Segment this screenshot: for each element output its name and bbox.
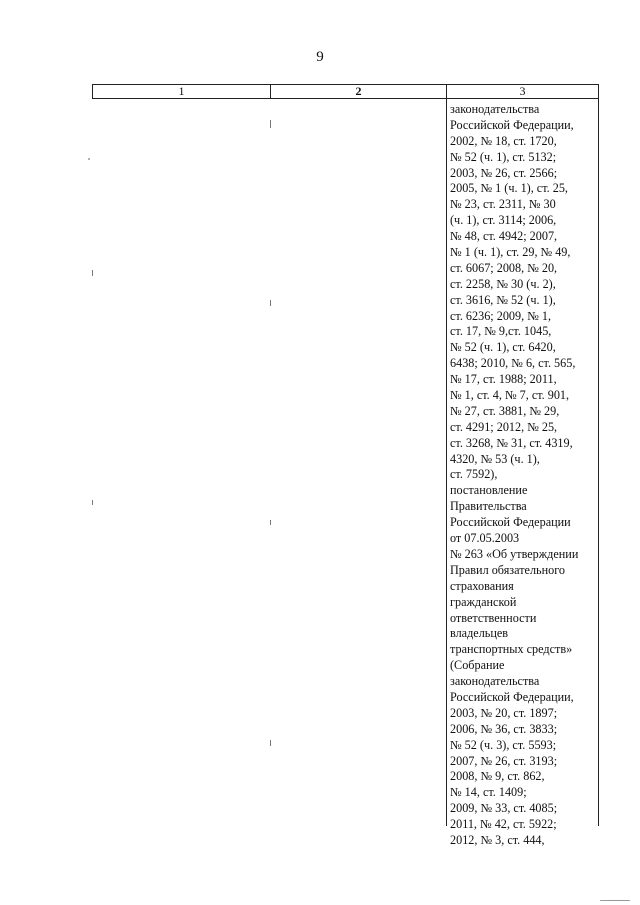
text-line: № 52 (ч. 1), ст. 6420, xyxy=(450,340,556,355)
text-line: законодательства xyxy=(450,674,540,689)
text-line: владельцев xyxy=(450,626,509,641)
text-line: ст. 6067; 2008, № 20, xyxy=(450,260,558,275)
scan-speck xyxy=(88,158,90,160)
text-line: № 14, ст. 1409; xyxy=(450,785,527,800)
text-line: № 23, ст. 2311, № 30 xyxy=(450,197,556,212)
text-line: 2006, № 36, ст. 3833; xyxy=(450,721,558,736)
column-divider-2-3 xyxy=(446,84,447,826)
text-line: от 07.05.2003 xyxy=(450,531,520,546)
text-line: (ч. 1), ст. 3114; 2006, xyxy=(450,213,557,228)
text-line: гражданской xyxy=(450,594,517,609)
text-line: ст. 6236; 2009, № 1, xyxy=(450,308,552,323)
column-3-cell xyxy=(450,102,598,849)
text-line: Российской Федерации, xyxy=(450,689,574,704)
text-line: № 48, ст. 4942; 2007, xyxy=(450,229,558,244)
text-line: 4320, № 53 (ч. 1), xyxy=(450,451,540,466)
text-line: 2012, № 3, ст. 444, xyxy=(450,832,545,847)
text-line: страхования xyxy=(450,578,514,593)
text-line: № 17, ст. 1988; 2011, xyxy=(450,372,557,387)
text-line: 2003, № 20, ст. 1897; xyxy=(450,705,558,720)
text-line: № 52 (ч. 3), ст. 5593; xyxy=(450,737,557,752)
scan-mark xyxy=(270,740,271,746)
text-line: 2011, № 42, ст. 5922; xyxy=(450,817,557,832)
text-line: Правил обязательного xyxy=(450,562,565,577)
text-line: транспортных средств» xyxy=(450,642,573,657)
text-line: 2007, № 26, ст. 3193; xyxy=(450,753,558,768)
text-line: ст. 4291; 2012, № 25, xyxy=(450,419,558,434)
scan-speck xyxy=(600,900,630,901)
text-line: № 52 (ч. 1), ст. 5132; xyxy=(450,149,557,164)
scan-mark xyxy=(270,300,271,306)
scan-mark xyxy=(270,520,271,525)
column-1-header: 1 xyxy=(178,84,185,98)
text-line: ст. 3268, № 31, ст. 4319, xyxy=(450,435,573,450)
text-line: 2009, № 33, ст. 4085; xyxy=(450,801,558,816)
table-right-border xyxy=(598,84,599,826)
text-line: (Собрание xyxy=(450,658,505,673)
text-line: № 1, ст. 4, № 7, ст. 901, xyxy=(450,388,570,403)
column-2-header: 2 xyxy=(355,84,362,98)
text-line: ст. 7592), xyxy=(450,467,498,482)
column-3-header: 3 xyxy=(519,84,526,98)
page-number: 9 xyxy=(316,49,324,65)
text-line: ст. 2258, № 30 (ч. 2), xyxy=(450,276,556,291)
text-line: законодательства xyxy=(450,102,540,116)
text-line: ст. 17, № 9,ст. 1045, xyxy=(450,324,552,339)
text-line: № 1 (ч. 1), ст. 29, № 49, xyxy=(450,245,571,260)
text-line: Российской Федерации, xyxy=(450,117,574,132)
text-line: 2003, № 26, ст. 2566; xyxy=(450,165,558,180)
text-line: 2005, № 1 (ч. 1), ст. 25, xyxy=(450,181,568,196)
scan-mark xyxy=(92,500,93,505)
text-line: ст. 3616, № 52 (ч. 1), xyxy=(450,292,556,307)
text-line: постановление xyxy=(450,483,528,498)
text-line: 6438; 2010, № 6, ст. 565, xyxy=(450,356,576,371)
text-line: Правительства xyxy=(450,499,527,514)
text-line: № 263 «Об утверждении xyxy=(450,546,579,561)
text-line: № 27, ст. 3881, № 29, xyxy=(450,403,560,418)
text-line: 2008, № 9, ст. 862, xyxy=(450,769,545,784)
scan-mark xyxy=(270,120,271,128)
text-line: 2002, № 18, ст. 1720, xyxy=(450,133,557,148)
text-line: Российской Федерации xyxy=(450,515,571,530)
text-line: ответственности xyxy=(450,610,537,625)
header-bottom-border xyxy=(92,98,599,99)
scan-mark xyxy=(92,270,93,276)
